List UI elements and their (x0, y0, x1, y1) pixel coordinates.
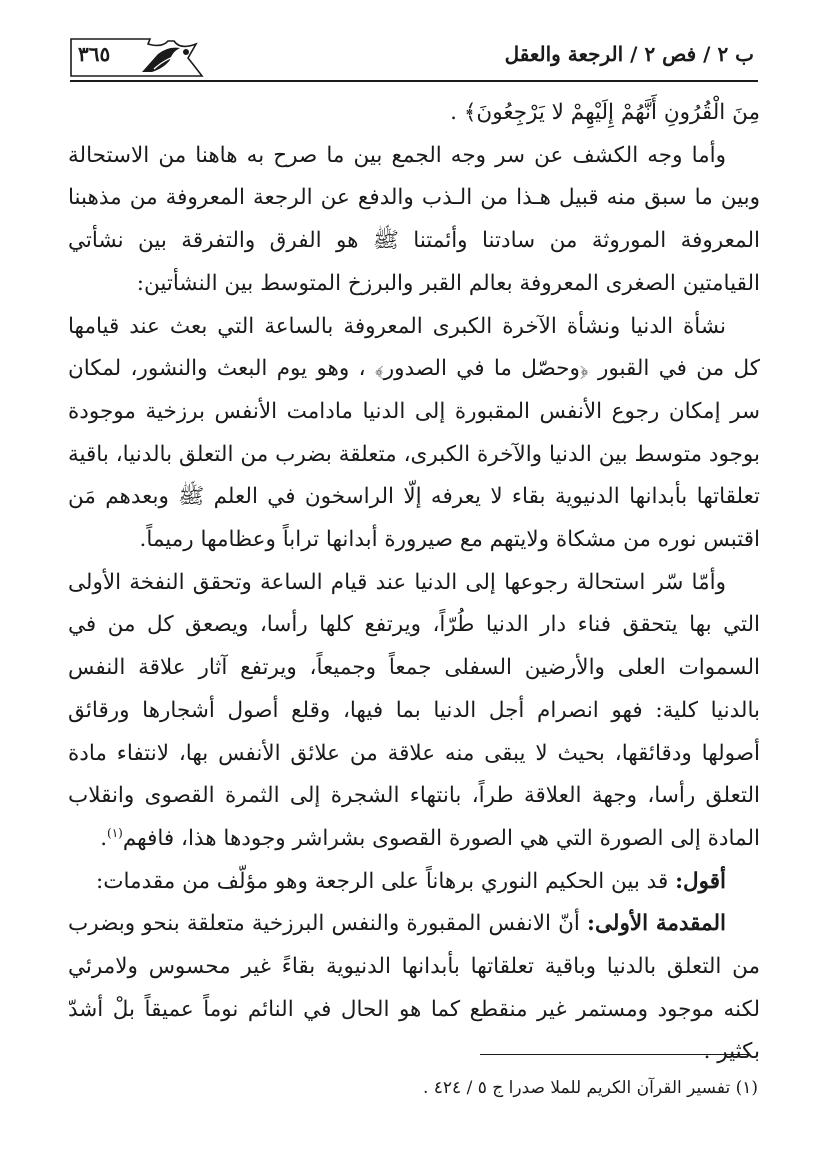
page-number: ٣٦٥ (78, 42, 111, 66)
paragraph-label: المقدمة الأولى: (587, 911, 726, 937)
paragraph (68, 861, 760, 904)
footnote-divider (480, 1054, 748, 1055)
paragraph-text: قد بين الحكيم النوري برهاناً على الرجعة وهو مؤلّف من مقدمات: (96, 868, 676, 894)
paragraph: نشأة الدنيا ونشأة الآخرة الكبرى المعروفة بالساعة التي بعث عند قيامها كل من في القبور ﴿وحصّل ما في الصدور﴾ ، وهو يوم البعث والنشور، لمكان سر إمكان رجوع الأنفس المقبورة إلى الدنيا مادامت الأنفس برزخية موجودة بوجود متوسط بين الدنيا والآخرة الكبرى، متعلقة بضرب من التعلق بالدنيا، باقية تعلقاتها بأبدانها الدنيوية بقاء لا يعرفه إلّا الراسخون في العلم ﷺ وبعدهم مَن اقتبس نوره من مشكاة ولايتهم مع صيرورة أبدانها تراباً وعظامها رميماً. (68, 313, 760, 553)
page-number-ornament (70, 38, 202, 78)
paragraph (68, 903, 760, 1074)
paragraph-text: وأمّا سّر استحالة رجوعها إلى الدنيا عند قيام الساعة وتحقق النفخة الأولى التي بها يتحقق فناء دار الدنيا طُرّاً، ويرتفع كلها رأسا، ويصعق كل من في السموات العلى والأرضين السفلى جمعاً وجميعاً، ويرتفع آثار علاقة النفس بالدنيا كلية: فهو انصرام أجل الدنيا بما فيها، وقلع أصول أشجارها ورقائق أصولها ودقائقها، بحيث لا يبقى منه علاقة من علائق الأنفس بها، لانتفاء مادة التعلق رأسا، وجهة العلاقة طراً، بانتهاء الشجرة إلى الثمرة القصوى وانقلاب المادة إلى الصورة التي هي الصورة القصوى بشراشر وجودها هذا، فافهم (68, 569, 760, 851)
page-header (70, 38, 758, 82)
paragraph: وأما وجه الكشف عن سر وجه الجمع بين ما صرح به هاهنا من الاستحالة وبين ما سبق منه قبيل هـذا من الـذب والدفع عن الرجعة المعروفة من مذهبنا المعروفة الموروثة من سادتنا وأئمتنا ﷺ هو الفرق والتفرقة بين نشأتي القيامتين الصغرى المعروفة بعالم القبر والبرزخ المتوسط بين النشأتين: (68, 142, 760, 296)
paragraph-label: أقول: (675, 868, 726, 894)
running-title: ب ٢ / فص ٢ / الرجعة والعقل (504, 42, 754, 66)
body-text (68, 92, 760, 1065)
footnote-marker[interactable]: (١) (107, 825, 123, 840)
footnote: (١) تفسير القرآن الكريم للملا صدرا ج ٥ / ٤٢٤ . (422, 1078, 758, 1098)
paragraph-text: أنّ الانفس المقبورة والنفس البرزخية متعلقة بنحو وبضرب من التعلق بالدنيا وباقية تعلقاتها بأبدانها الدنيوية بقاءً غير محسوس ولامرئي لكنه موجود ومستمر غير منقطع كما هو الحال في النائم نوماً عميقاً بلْ أشدّ بكثير . (68, 911, 760, 1065)
quran-verse-line: مِنَ الْقُرُونِ أَنَّهُمْ إِلَيْهِمْ لا يَرْجِعُونَ﴾ . (450, 100, 760, 125)
paragraph-end: . (100, 825, 108, 851)
paragraph (68, 562, 760, 861)
